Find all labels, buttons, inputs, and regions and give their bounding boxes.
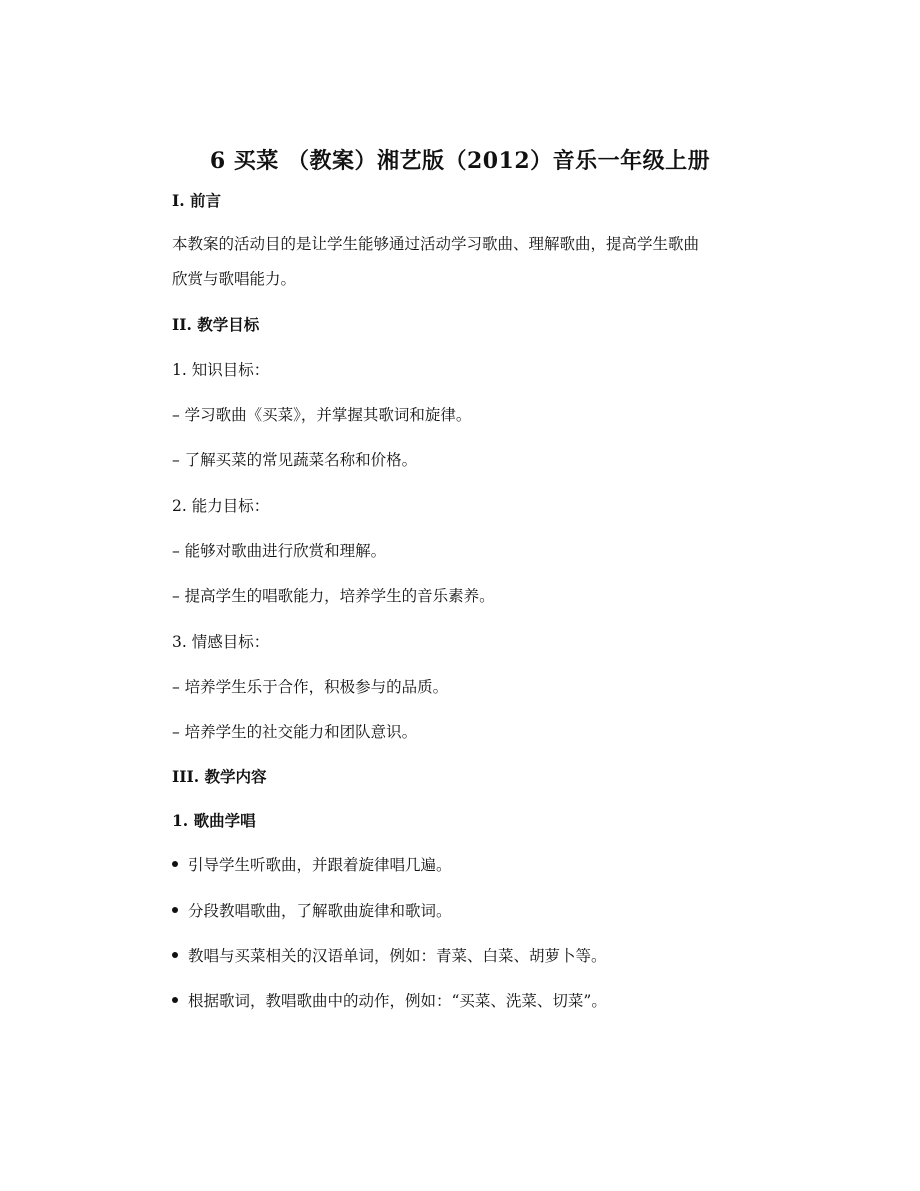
ability-goal-item: – 提高学生的唱歌能力，培养学生的音乐素养。 (172, 587, 495, 605)
intro-paragraph-line1: 本教案的活动目的是让学生能够通过活动学习歌曲、理解歌曲，提高学生歌曲 (172, 235, 700, 253)
content-sub-heading: 1. 歌曲学唱 (172, 811, 256, 830)
knowledge-goal-label: 1. 知识目标： (172, 361, 270, 379)
content-bullet-item (172, 854, 452, 876)
section-heading-intro: I. 前言 (172, 191, 222, 210)
emotion-goal-item: – 培养学生的社交能力和团队意识。 (172, 723, 418, 741)
emotion-goal-label: 3. 情感目标： (172, 633, 270, 651)
bullet-icon (172, 952, 178, 958)
document-title: 6 买菜 （教案）湘艺版（2012）音乐一年级上册 (209, 148, 711, 174)
content-bullet-item (172, 990, 607, 1012)
ability-goal-label: 2. 能力目标： (172, 497, 270, 515)
bullet-icon (172, 907, 178, 913)
knowledge-goal-item: – 了解买菜的常见蔬菜名称和价格。 (172, 451, 418, 469)
intro-paragraph-line2: 欣赏与歌唱能力。 (172, 270, 297, 288)
content-bullet-item (172, 945, 607, 967)
ability-goal-item: – 能够对歌曲进行欣赏和理解。 (172, 542, 387, 560)
bullet-text: 分段教唱歌曲，了解歌曲旋律和歌词。 (188, 902, 452, 920)
bullet-text: 教唱与买菜相关的汉语单词，例如：青菜、白菜、胡萝卜等。 (188, 947, 607, 965)
section-heading-content: III. 教学内容 (172, 767, 267, 786)
bullet-icon (172, 997, 178, 1003)
section-heading-goals: II. 教学目标 (172, 315, 260, 334)
emotion-goal-item: – 培养学生乐于合作，积极参与的品质。 (172, 678, 449, 696)
bullet-text: 根据歌词，教唱歌曲中的动作，例如：“买菜、洗菜、切菜”。 (188, 992, 607, 1010)
knowledge-goal-item: – 学习歌曲《买菜》，并掌握其歌词和旋律。 (172, 406, 472, 424)
content-bullet-item (172, 900, 452, 922)
bullet-icon (172, 861, 178, 867)
bullet-text: 引导学生听歌曲，并跟着旋律唱几遍。 (188, 856, 452, 874)
